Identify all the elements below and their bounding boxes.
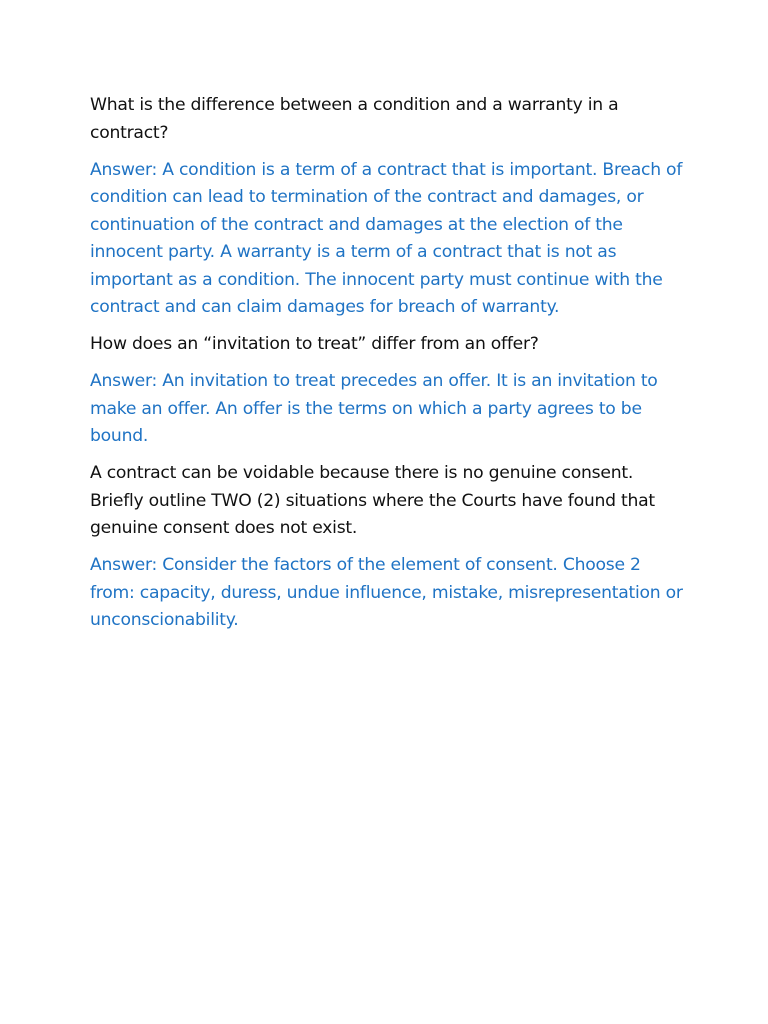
- answer-2: Answer: An invitation to treat precedes an offer. It is an invitation to make an offer. An offer is the terms on which a party agrees to be bound.: [90, 371, 658, 446]
- question-3: A contract can be voidable because there is no genuine consent. Briefly outline TWO (2) situations where the Courts have found that genuine consent does not exist.: [90, 463, 655, 538]
- question-1: What is the difference between a condition and a warranty in a contract?: [90, 95, 619, 143]
- answer-3: Answer: Consider the factors of the element of consent. Choose 2 from: capacity, duress, undue influence, mistake, misrepresentation or unconscionability.: [90, 555, 683, 630]
- answer-1: Answer: A condition is a term of a contract that is important. Breach of condition can lead to termination of the contract and damages, or continuation of the contract and damages at the election of the innocent party. A warranty is a term of a contract that is not as important as a condition. The innocent party must continue with the contract and can claim damages for breach of warranty.: [90, 159, 683, 317]
- document-page: [90, 92, 690, 644]
- question-2: How does an “invitation to treat” differ from an offer?: [90, 334, 539, 354]
